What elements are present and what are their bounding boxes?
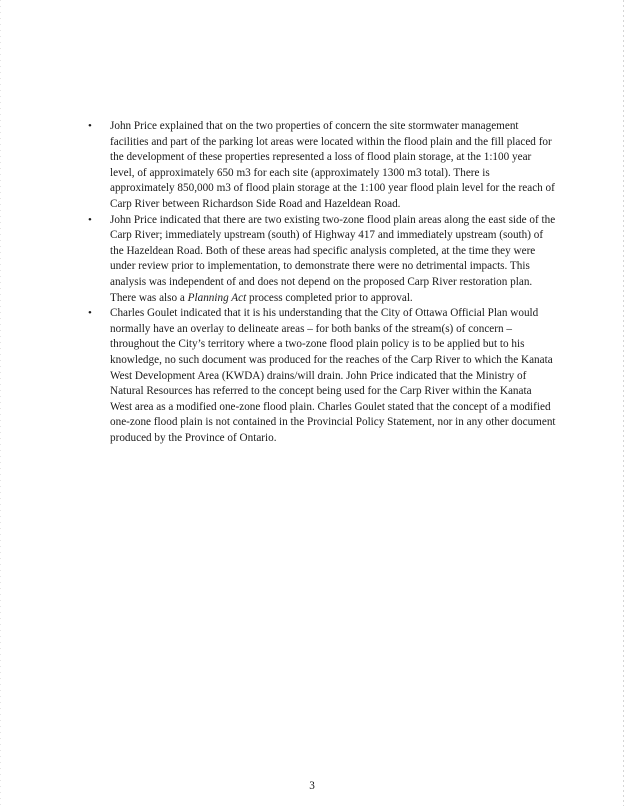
bullet-marker: • [88,213,92,226]
bullet-text-part: John Price indicated that there are two existing two-zone flood plain areas along the east side of the Carp River; immediately upstream (south) of Highway 417 and immediately upstream (south) of the Hazeldean Road. Both of these areas had specific analysis completed, at the time they were under review prior to implementation, to demonstrate there were no detrimental impacts. This analysis was independent of and does not depend on the proposed Carp River restoration plan. There was also a [110,213,556,304]
list-item [86,119,556,213]
page-edge-left [0,0,1,806]
page-number: 3 [309,780,315,792]
bullet-text [110,214,555,304]
planning-act-italic: Planning Act [187,291,247,304]
bullet-text: John Price explained that on the two properties of concern the site stormwater management facilities and part of the parking lot areas were located within the flood plain and the fill placed for the development of these properties represented a loss of flood plain storage, at the 1:100 year level, of approximately 650 m3 for each site (approximately 1300 m3 total). There is approximately 850,000 m3 of flood plain storage at the 1:100 year flood plain level for the reach of Carp River between Richardson Side Road and Hazeldean Road. [110,120,555,210]
bullet-list [86,119,556,446]
bullet-marker: • [88,120,92,132]
list-item [86,306,556,446]
bullet-text-part: process completed prior to approval. [246,291,413,304]
bullet-marker: • [88,307,92,320]
list-item [86,213,556,307]
bullet-text: Charles Goulet indicated that it is his understanding that the City of Ottawa Official Plan would normally have an overlay to delineate areas – for both banks of the stream(s) of concern – throughout the City’s territory where a two-zone flood plain policy is to be applied but to his knowledge, no such document was produced for the reaches of the Carp River to which the Kanata West Development Area (KWDA) drains/will drain. John Price indicated that the Ministry of Natural Resources has referred to the concept being used for the Carp River within the Kanata West area as a modified one-zone flood plain. Charles Goulet stated that the concept of a modified one-zone flood plain is not contained in the Provincial Policy Statement, nor in any other document produced by the Province of Ontario. [110,307,556,444]
